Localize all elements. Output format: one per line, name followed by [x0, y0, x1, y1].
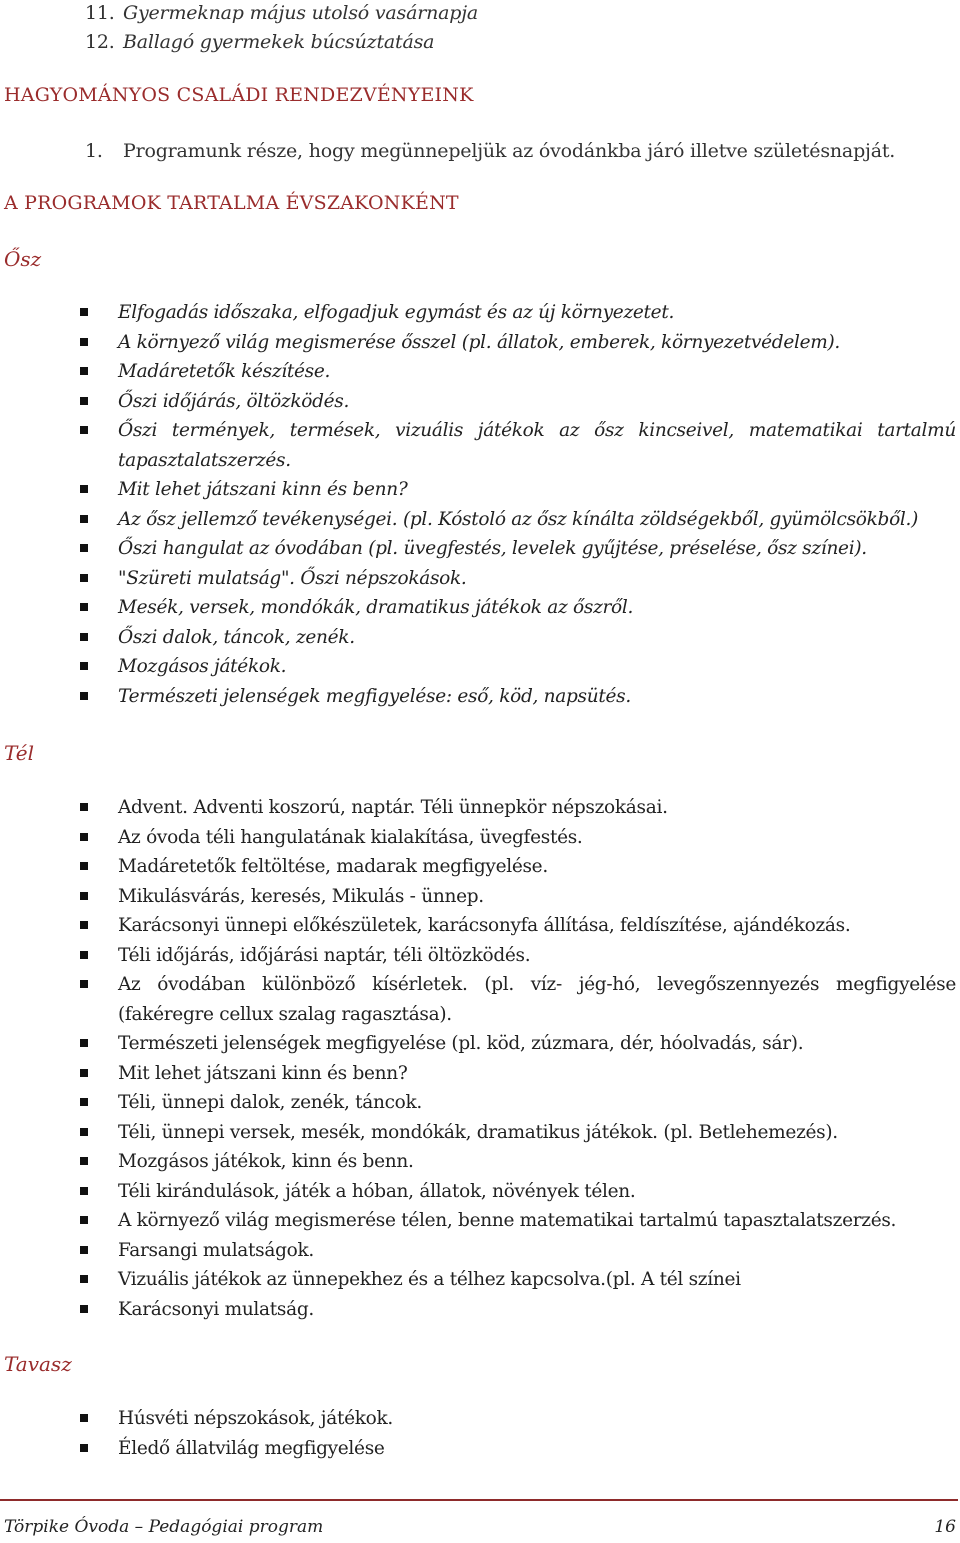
bullet-square-icon: [80, 1069, 88, 1077]
heading-family-events: HAGYOMÁNYOS CSALÁDI RENDEZVÉNYEINK: [4, 84, 474, 106]
list-item: Karácsonyi mulatság.: [80, 1295, 956, 1325]
list-item: Téli kirándulások, játék a hóban, állatok, növények télen.: [80, 1177, 956, 1207]
list-item: "Szüreti mulatság". Őszi népszokások.: [80, 564, 956, 594]
season-title-winter: Tél: [4, 741, 35, 765]
list-item: Téli időjárás, időjárási naptár, téli öltözködés.: [80, 941, 956, 971]
list-item: Farsangi mulatságok.: [80, 1236, 956, 1266]
list-item: Éledő állatvilág megfigyelése: [80, 1434, 956, 1464]
bullet-square-icon: [80, 1157, 88, 1165]
list-item: Az ősz jellemző tevékenységei. (pl. Kóstoló az ősz kínálta zöldségekből, gyümölcsökből.): [80, 505, 956, 535]
list-item: Húsvéti népszokások, játékok.: [80, 1404, 956, 1434]
bullet-square-icon: [80, 803, 88, 811]
bullet-square-icon: [80, 367, 88, 375]
numbered-item-11: [85, 2, 478, 24]
item-number: 12.: [85, 31, 115, 53]
bullet-square-icon: [80, 662, 88, 670]
list-item: Vizuális játékok az ünnepekhez és a télhez kapcsolva.(pl. A tél színei: [80, 1265, 956, 1295]
list-item: Mesék, versek, mondókák, dramatikus játékok az őszről.: [80, 593, 956, 623]
item-number: 11.: [85, 2, 115, 24]
list-item: A környező világ megismerése ősszel (pl. állatok, emberek, környezetvédelem).: [80, 328, 956, 358]
bullet-square-icon: [80, 1187, 88, 1195]
list-item: Mozgásos játékok.: [80, 652, 956, 682]
list-item: Mozgásos játékok, kinn és benn.: [80, 1147, 956, 1177]
bullet-square-icon: [80, 833, 88, 841]
spring-list: [80, 1404, 956, 1463]
list-item: Őszi termények, termések, vizuális játékok az ősz kincseivel, matematikai tartalmú tapasztalatszerzés.: [80, 416, 956, 475]
season-title-autumn: Ősz: [4, 247, 42, 271]
bullet-square-icon: [80, 862, 88, 870]
list-item: Karácsonyi ünnepi előkészületek, karácsonyfa állítása, feldíszítése, ajándékozás.: [80, 911, 956, 941]
footer-document-title: Törpike Óvoda – Pedagógiai program: [4, 1517, 324, 1537]
list-item: Őszi hangulat az óvodában (pl. üvegfestés, levelek gyűjtése, préselése, ősz színei).: [80, 534, 956, 564]
bullet-square-icon: [80, 1275, 88, 1283]
bullet-square-icon: [80, 515, 88, 523]
bullet-square-icon: [80, 692, 88, 700]
list-item: Mit lehet játszani kinn és benn?: [80, 475, 956, 505]
autumn-list: [80, 298, 956, 711]
winter-list: [80, 793, 956, 1324]
bullet-square-icon: [80, 544, 88, 552]
list-item: Mit lehet játszani kinn és benn?: [80, 1059, 956, 1089]
bullet-square-icon: [80, 574, 88, 582]
bullet-square-icon: [80, 1216, 88, 1224]
bullet-square-icon: [80, 485, 88, 493]
item-text: Programunk része, hogy megünnepeljük az óvodánkba járó illetve születésnapját.: [123, 140, 896, 162]
list-item: Madáretetők feltöltése, madarak megfigyelése.: [80, 852, 956, 882]
list-item: Madáretetők készítése.: [80, 357, 956, 387]
list-item: Az óvoda téli hangulatának kialakítása, üvegfestés.: [80, 823, 956, 853]
numbered-item-1: [85, 140, 895, 162]
footer-page-number: 16: [934, 1517, 956, 1537]
list-item: Őszi időjárás, öltözködés.: [80, 387, 956, 417]
bullet-square-icon: [80, 1039, 88, 1047]
bullet-square-icon: [80, 980, 88, 988]
bullet-square-icon: [80, 397, 88, 405]
item-text: Gyermeknap május utolsó vasárnapja: [123, 2, 479, 24]
numbered-item-12: [85, 31, 434, 53]
bullet-square-icon: [80, 892, 88, 900]
list-item: Természeti jelenségek megfigyelése (pl. köd, zúzmara, dér, hóolvadás, sár).: [80, 1029, 956, 1059]
bullet-square-icon: [80, 426, 88, 434]
bullet-square-icon: [80, 338, 88, 346]
bullet-square-icon: [80, 633, 88, 641]
bullet-square-icon: [80, 1444, 88, 1452]
list-item: Mikulásvárás, keresés, Mikulás - ünnep.: [80, 882, 956, 912]
bullet-square-icon: [80, 1246, 88, 1254]
list-item: Az óvodában különböző kísérletek. (pl. víz- jég-hó, levegőszennyezés megfigyelése (fakéregre cellux szalag ragasztása).: [80, 970, 956, 1029]
bullet-square-icon: [80, 1414, 88, 1422]
bullet-square-icon: [80, 951, 88, 959]
footer-divider: [0, 1499, 958, 1501]
list-item: Természeti jelenségek megfigyelése: eső, köd, napsütés.: [80, 682, 956, 712]
list-item: A környező világ megismerése télen, benne matematikai tartalmú tapasztalatszerzés.: [80, 1206, 956, 1236]
list-item: Téli, ünnepi dalok, zenék, táncok.: [80, 1088, 956, 1118]
item-text: Ballagó gyermekek búcsúztatása: [123, 31, 435, 53]
item-number: 1.: [85, 140, 103, 162]
bullet-square-icon: [80, 603, 88, 611]
bullet-square-icon: [80, 1305, 88, 1313]
bullet-square-icon: [80, 921, 88, 929]
bullet-square-icon: [80, 1098, 88, 1106]
bullet-square-icon: [80, 308, 88, 316]
heading-programs-by-season: A PROGRAMOK TARTALMA ÉVSZAKONKÉNT: [4, 192, 459, 214]
list-item: Advent. Adventi koszorú, naptár. Téli ünnepkör népszokásai.: [80, 793, 956, 823]
season-title-spring: Tavasz: [4, 1352, 72, 1376]
list-item: Téli, ünnepi versek, mesék, mondókák, dramatikus játékok. (pl. Betlehemezés).: [80, 1118, 956, 1148]
list-item: Elfogadás időszaka, elfogadjuk egymást és az új környezetet.: [80, 298, 956, 328]
bullet-square-icon: [80, 1128, 88, 1136]
list-item: Őszi dalok, táncok, zenék.: [80, 623, 956, 653]
